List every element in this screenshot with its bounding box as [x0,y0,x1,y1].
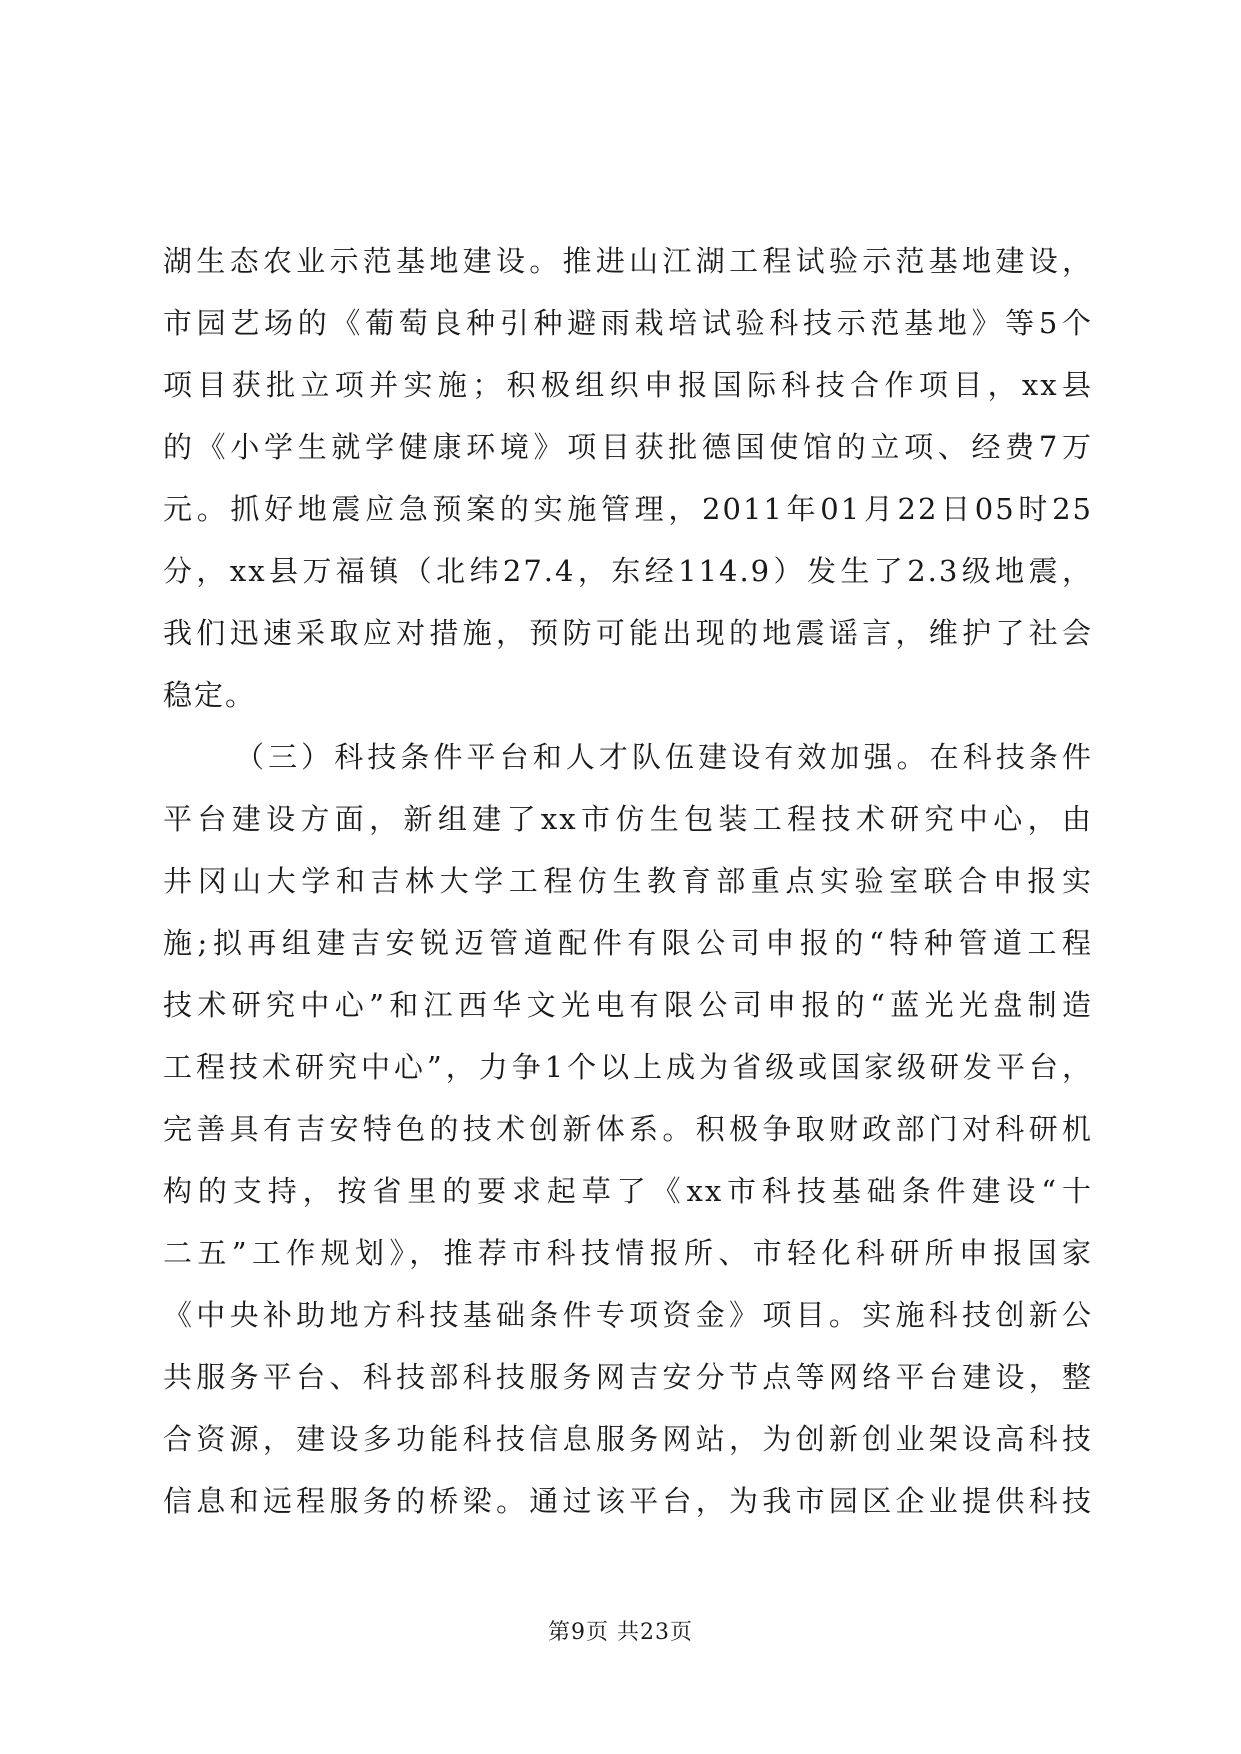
page-footer [0,1615,1241,1646]
text-line: 稳定。 [163,678,257,712]
text-line: 元。抓好地震应急预案的实施管理，2011年01月22日05时25 [163,492,1093,526]
text-line: 二五”工作规划》，推荐市科技情报所、市轻化科研所申报国家 [163,1236,1093,1270]
paragraph-2 [163,726,1093,1532]
text-line: 我们迅速采取应对措施，预防可能出现的地震谣言，维护了社会 [163,616,1093,650]
text-line: 完善具有吉安特色的技术创新体系。积极争取财政部门对科研机 [163,1112,1093,1146]
text-line: 信息和远程服务的桥梁。通过该平台，为我市园区企业提供科技 [163,1484,1093,1518]
text-line: 湖生态农业示范基地建设。推进山江湖工程试验示范基地建设， [163,244,1093,278]
text-line: 市园艺场的《葡萄良种引种避雨栽培试验科技示范基地》等5个 [163,306,1093,340]
section-heading-line: （三）科技条件平台和人才队伍建设有效加强。在科技条件 [235,740,1093,774]
paragraph-1 [163,230,1093,726]
text-line: 施;拟再组建吉安锐迈管道配件有限公司申报的“特种管道工程 [163,926,1093,960]
text-line: 《中央补助地方科技基础条件专项资金》项目。实施科技创新公 [163,1298,1093,1332]
text-line: 合资源，建设多功能科技信息服务网站，为创新创业架设高科技 [163,1422,1093,1456]
text-line: 分，xx县万福镇（北纬27.4，东经114.9）发生了2.3级地震， [163,554,1093,588]
text-line: 构的支持，按省里的要求起草了《xx市科技基础条件建设“十 [163,1174,1093,1208]
text-line: 的《小学生就学健康环境》项目获批德国使馆的立项、经费7万 [163,430,1093,464]
page-number: 第9页 共23页 [548,1620,693,1645]
text-line: 共服务平台、科技部科技服务网吉安分节点等网络平台建设，整 [163,1360,1093,1394]
text-line: 技术研究中心”和江西华文光电有限公司申报的“蓝光光盘制造 [163,988,1093,1022]
text-line: 井冈山大学和吉林大学工程仿生教育部重点实验室联合申报实 [163,864,1093,898]
text-line: 项目获批立项并实施；积极组织申报国际科技合作项目，xx县 [163,368,1093,402]
text-line: 平台建设方面，新组建了xx市仿生包装工程技术研究中心，由 [163,802,1093,836]
body-text [163,230,1093,1532]
text-line: 工程技术研究中心”，力争1个以上成为省级或国家级研发平台， [163,1050,1093,1084]
